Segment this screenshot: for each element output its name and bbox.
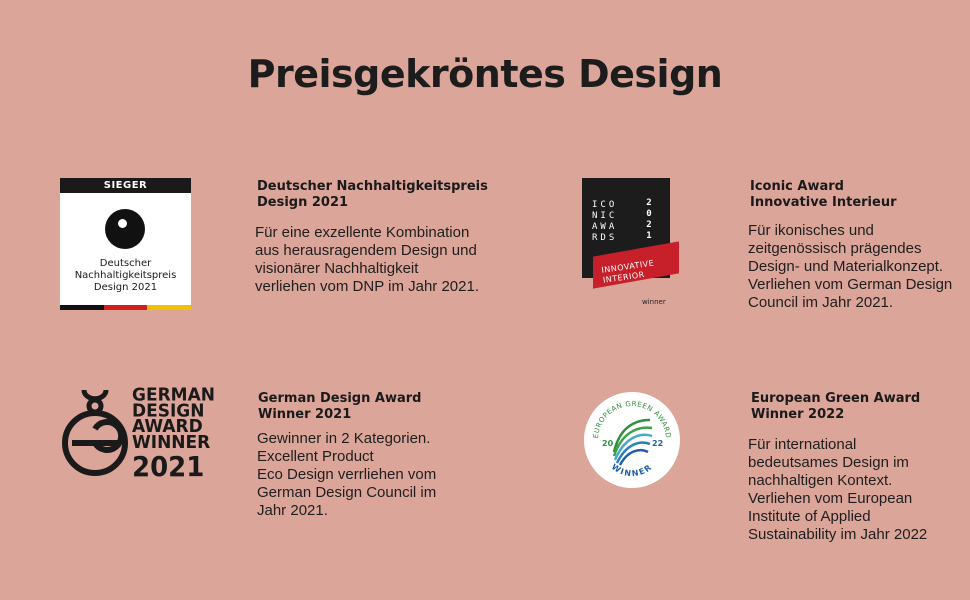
iconic-year: 2 0 2 1 bbox=[646, 198, 652, 241]
award-title-line: Winner 2021 bbox=[258, 407, 352, 422]
award-title-line: Iconic Award bbox=[750, 179, 844, 194]
desc-line: Council im Jahr 2021. bbox=[748, 294, 894, 311]
dnp-logo-text-line: Design 2021 bbox=[93, 282, 158, 293]
award-title-line: Innovative Interieur bbox=[750, 195, 897, 210]
dnp-logo-text-line: Nachhaltigkeitspreis bbox=[74, 270, 177, 281]
ega-arc-text: EUROPEAN GREEN AWARD bbox=[591, 399, 673, 439]
award-title-line: European Green Award bbox=[751, 391, 921, 406]
desc-line: verliehen vom DNP im Jahr 2021. bbox=[255, 278, 479, 295]
award-desc-iconic bbox=[748, 222, 963, 312]
desc-line: German Design Council im bbox=[257, 484, 437, 501]
award-title-line: Deutscher Nachhaltigkeitspreis bbox=[257, 179, 488, 194]
gda-logo-text bbox=[132, 384, 215, 484]
award-title-dnp bbox=[257, 179, 497, 211]
dnp-award-logo bbox=[60, 178, 191, 310]
gda-line: AWARD bbox=[132, 416, 203, 438]
desc-line: Für international bbox=[748, 436, 857, 453]
ega-year-right: 22 bbox=[652, 439, 664, 448]
gda-medal-icon bbox=[60, 388, 130, 483]
desc-line: Sustainability im Jahr 2022 bbox=[748, 526, 928, 543]
desc-line: Für eine exzellente Kombination bbox=[255, 224, 470, 241]
desc-line: Gewinner in 2 Kategorien. bbox=[257, 430, 431, 447]
ega-emblem-icon bbox=[582, 390, 682, 490]
award-title-ega bbox=[751, 391, 961, 423]
award-title-line: Design 2021 bbox=[257, 195, 349, 210]
dnp-ball-icon bbox=[105, 209, 145, 249]
desc-line: Jahr 2021. bbox=[257, 502, 328, 519]
desc-line: Eco Design verrliehen vom bbox=[257, 466, 437, 483]
european-green-award-logo bbox=[582, 390, 682, 490]
desc-line: bedeutsames Design im bbox=[748, 454, 909, 471]
stripe-gold bbox=[147, 305, 191, 310]
gda-line: WINNER bbox=[132, 432, 211, 454]
award-title-gda bbox=[258, 391, 488, 423]
stripe-black bbox=[60, 305, 104, 310]
desc-line: visionärer Nachhaltigkeit bbox=[255, 260, 419, 277]
award-desc-ega bbox=[748, 436, 963, 544]
iconic-letters: ICO NIC AWA RDS bbox=[592, 200, 618, 243]
gda-line: GERMAN bbox=[132, 384, 215, 406]
dnp-flag-stripes bbox=[60, 305, 191, 310]
desc-line: Excellent Product bbox=[257, 448, 374, 465]
dnp-ball-highlight bbox=[118, 219, 127, 228]
desc-line: Verliehen vom European bbox=[748, 490, 913, 507]
ega-winner-text: WINNER bbox=[609, 462, 655, 479]
desc-line: Design- und Materialkonzept. bbox=[748, 258, 944, 275]
gda-line: DESIGN bbox=[132, 400, 205, 422]
desc-line: nachhaltigen Kontext. bbox=[748, 472, 893, 489]
award-title-iconic bbox=[750, 179, 960, 211]
page-title: Preisgekröntes Design bbox=[247, 52, 723, 96]
desc-line: Institute of Applied bbox=[748, 508, 871, 525]
desc-line: aus herausragendem Design und bbox=[255, 242, 477, 259]
desc-line: Verliehen vom German Design bbox=[748, 276, 953, 293]
award-title-line: Winner 2022 bbox=[751, 407, 845, 422]
german-design-award-logo bbox=[60, 384, 215, 484]
desc-line: zeitgenössisch prägendes bbox=[748, 240, 922, 257]
award-desc-gda bbox=[257, 430, 487, 520]
dnp-logo-text-line: Deutscher bbox=[99, 258, 152, 269]
stripe-red bbox=[104, 305, 148, 310]
iconic-winner-label: winner bbox=[642, 298, 666, 306]
iconic-ribbon-text: INNOVATIVE INTERIOR bbox=[600, 258, 655, 285]
ega-year-left: 20 bbox=[602, 439, 614, 448]
award-desc-dnp bbox=[255, 224, 505, 296]
dnp-sieger-label: SIEGER bbox=[60, 178, 191, 193]
dnp-logo-text bbox=[60, 258, 191, 294]
gda-year: 2021 bbox=[132, 452, 205, 484]
award-title-line: German Design Award bbox=[258, 391, 422, 406]
desc-line: Für ikonisches und bbox=[748, 222, 874, 239]
iconic-award-logo bbox=[582, 178, 682, 313]
